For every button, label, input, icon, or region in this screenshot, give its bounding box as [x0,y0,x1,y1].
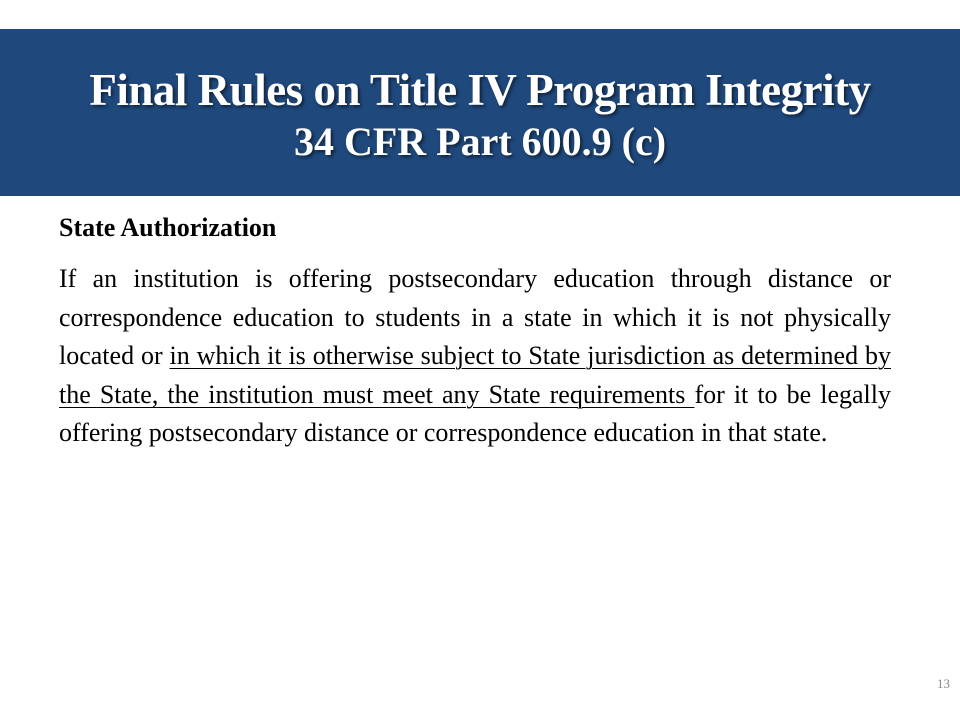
slide-number: 13 [937,676,950,691]
body-text-part-1: If an institution is offering postsecondary education through distance or correspondence education to students in a state in which it is not physically located or [59,264,891,370]
body-paragraph [59,260,891,453]
slide-subtitle: 34 CFR Part 600.9 (c) [293,118,667,164]
title-banner [0,29,960,196]
body-text-part-2: for it to be legally offering postsecondary distance or correspondence education in that state. [59,379,891,447]
section-heading: State Authorization [59,213,277,242]
body-text-underlined: in which it is otherwise subject to State jurisdiction as determined by the State, the institution must meet any State requirements [59,341,891,409]
slide-title: Final Rules on Title IV Program Integrity [89,64,871,115]
slide-content [59,208,909,453]
